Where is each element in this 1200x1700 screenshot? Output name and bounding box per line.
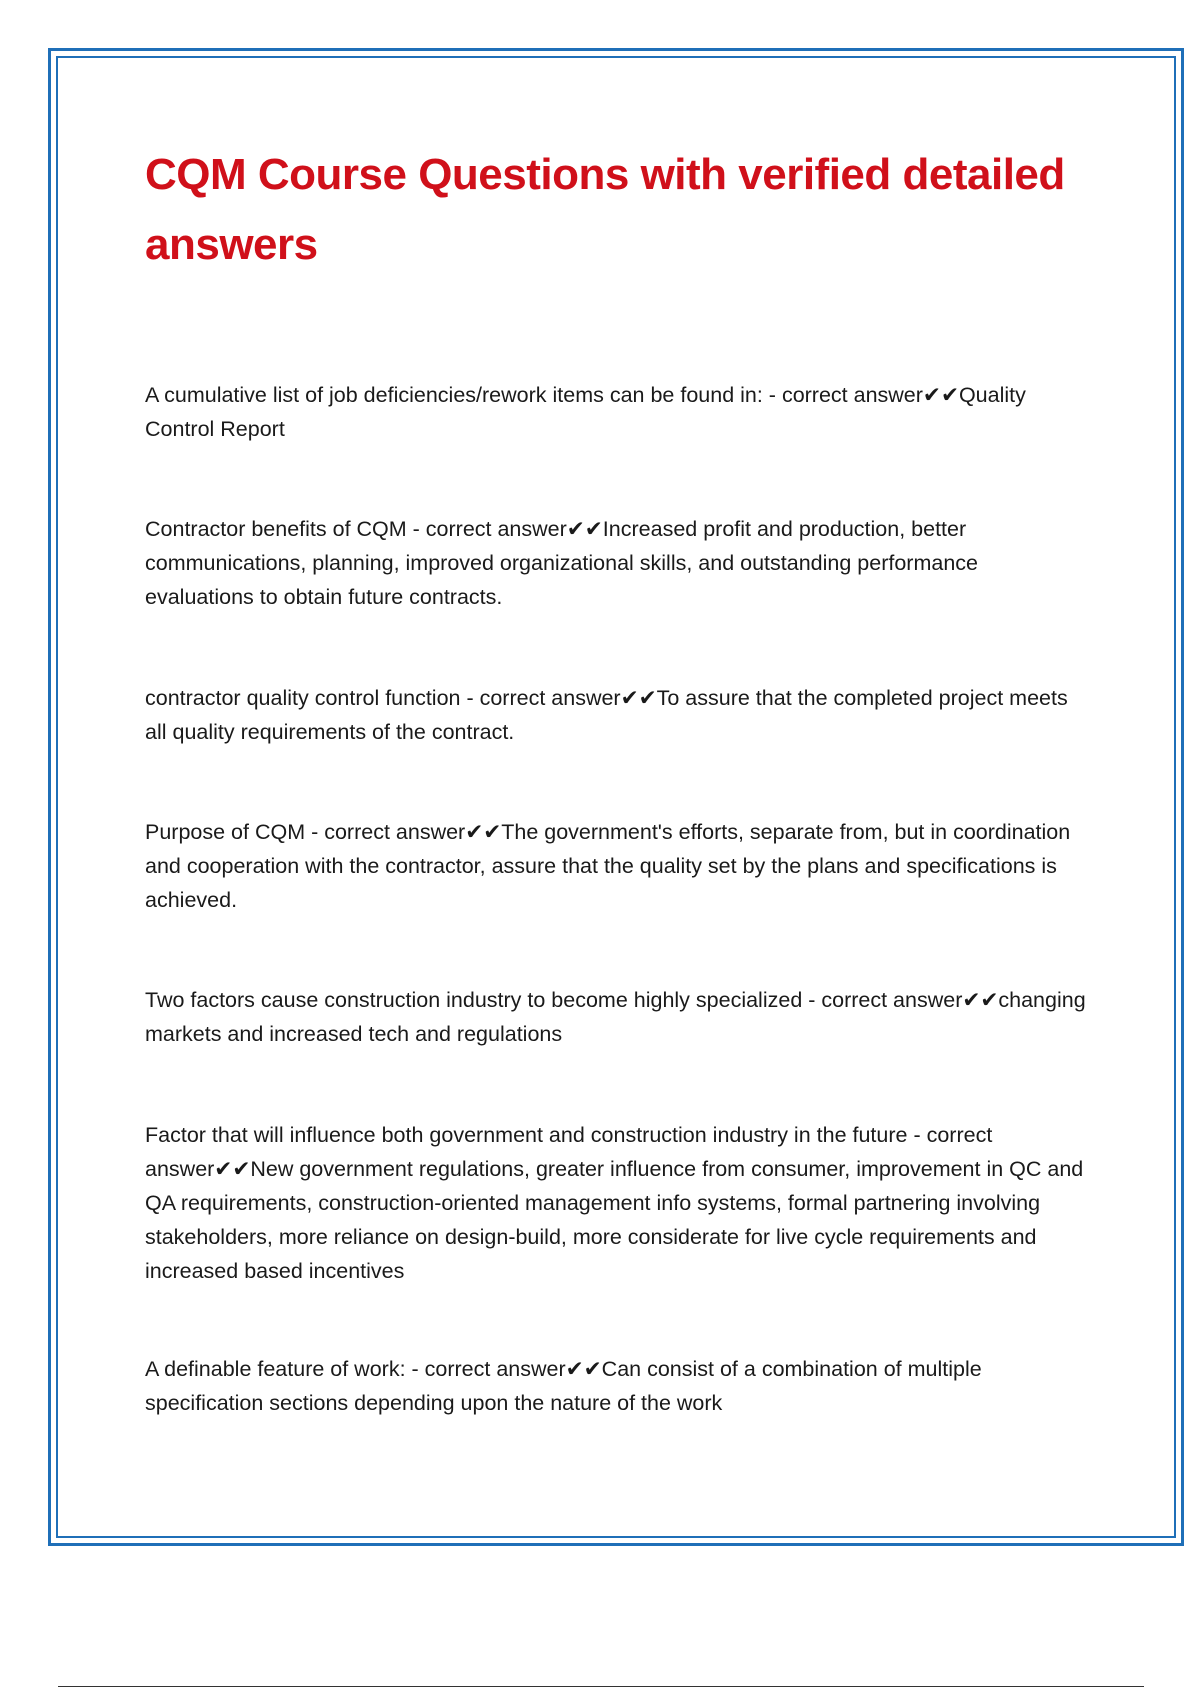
qa-item: A cumulative list of job deficiencies/rework items can be found in: - correct answer✔✔Quality Control Report [145, 383, 1026, 441]
qa-item: A definable feature of work: - correct answer✔✔Can consist of a combination of multiple specification sections depending upon the nature of the work [145, 1357, 982, 1415]
qa-item: Factor that will influence both government and construction industry in the future - correct answer✔✔New government regulations, greater influence from consumer, improvement in QC and QA requirements, construction-oriented management info systems, formal partnering involving stakeholders, more reliance on design-build, more considerate for live cycle requirements and increased based incentives [145, 1123, 1084, 1283]
qa-item: Purpose of CQM - correct answer✔✔The government's efforts, separate from, but in coordination and cooperation with the contractor, assure that the quality set by the plans and specifications is achieved. [145, 820, 1071, 912]
qa-item: contractor quality control function - correct answer✔✔To assure that the completed project meets all quality requirements of the contract. [145, 686, 1068, 744]
qa-item: Contractor benefits of CQM - correct answer✔✔Increased profit and production, better communications, planning, improved organizational skills, and outstanding performance evaluations to obtain future contracts. [145, 517, 978, 609]
qa-item: Two factors cause construction industry to become highly specialized - correct answer✔✔changing markets and increased tech and regulations [145, 988, 1086, 1046]
footer-rule [58, 1686, 1144, 1687]
document-title: CQM Course Questions with verified detailed answers [145, 150, 1065, 269]
